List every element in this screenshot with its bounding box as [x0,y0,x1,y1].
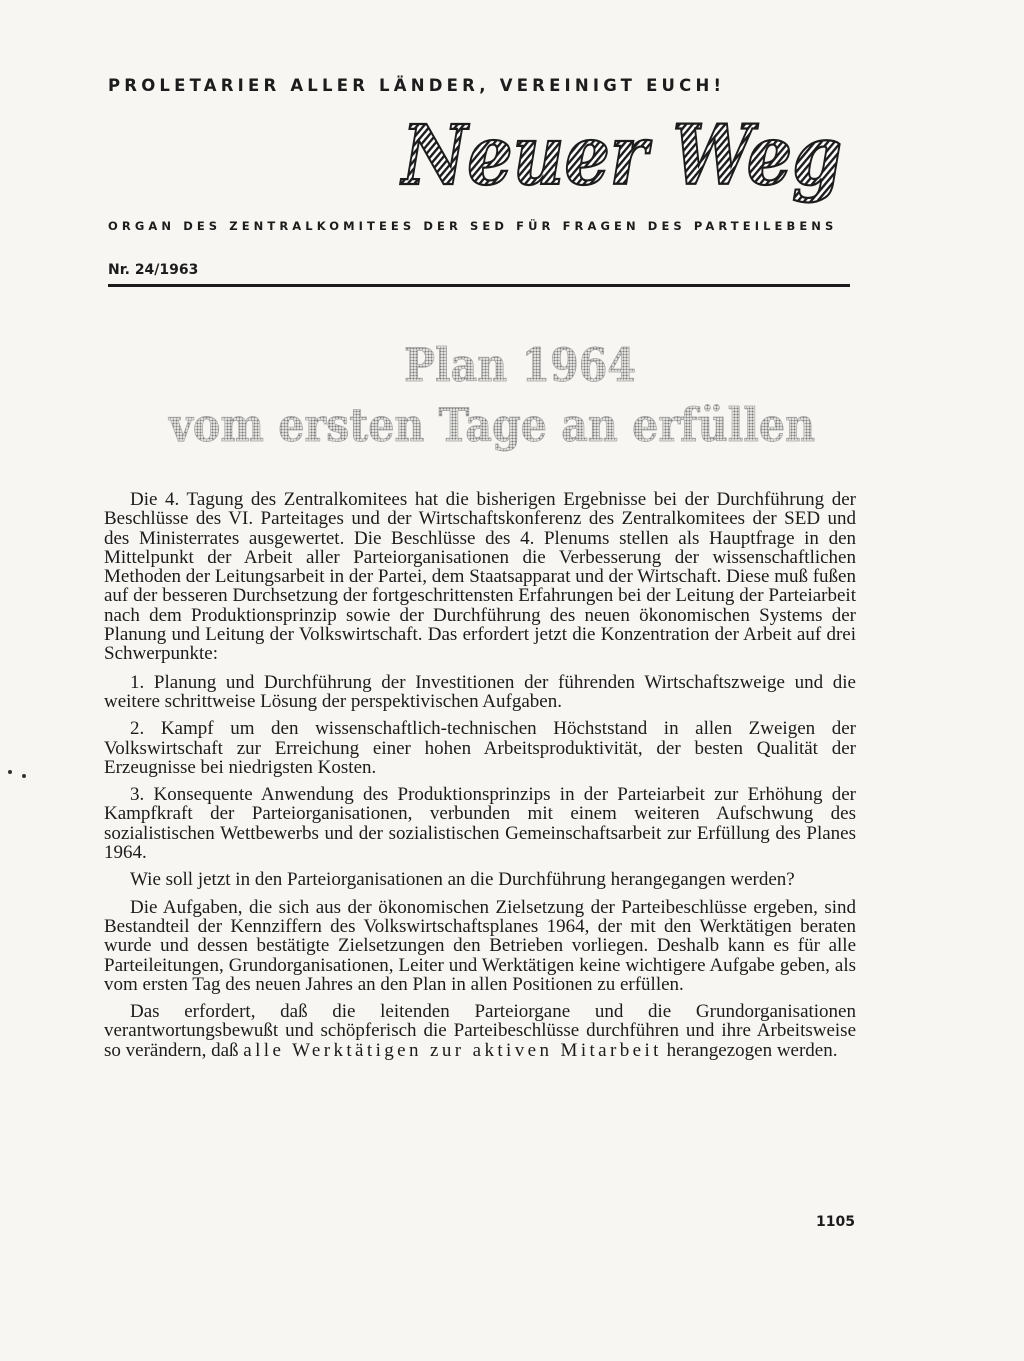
paragraph-intro: Die 4. Tagung des Zentralkomitees hat die bisherigen Ergebnisse bei der Durchführung der Beschlüsse des VI. Parteitages und der Wirtschaftskonferenz des Zentralkomitees der SED und des Ministerrates ausgewertet. Die Beschlüsse des 4. Plenums stellen als Hauptfrage in den Mittelpunkt der Arbeit aller Parteiorganisationen die Verbesserung der wissenschaftlichen Methoden der Leitungsarbeit in der Partei, dem Staatsapparat und der Wirtschaft. Diese muß fußen auf der besseren Durchsetzung der fortgeschrittensten Erfahrungen bei der Leitung der Parteiarbeit nach dem Produktionsprinzip sowie der Durchführung des neuen ökonomischen Systems der Planung und Leitung der Volkswirtschaft. Das erfordert jetzt die Konzentration der Arbeit auf drei Schwerpunkte: [104,489,856,665]
headline-line-2: vom ersten Tage an erfüllen [168,398,815,452]
header-divider [108,284,850,287]
organ-line: ORGAN DES ZENTRALKOMITEES DER SED FÜR FRAGEN DES PARTEILEBENS [108,219,838,233]
paragraph-question: Wie soll jetzt in den Parteiorganisationen an die Durchführung herangegangen werden? [130,869,795,891]
masthead-logo [398,108,848,208]
conclusion-end: herangezogen werden. [666,1039,838,1061]
conclusion-emphasis: alle Werktätigen zur aktiven Mitarbeit [243,1039,662,1061]
headline [100,335,940,455]
masthead-title: Neuer Weg [399,108,842,204]
headline-line-1: Plan 1964 [404,338,636,392]
issue-number: Nr. 24/1963 [108,262,199,278]
page-number: 1105 [816,1214,855,1230]
paragraph-point-2: 2. Kampf um den wissenschaftlich-technischen Höchststand in allen Zweigen der Volkswirtschaft zur Erreichung einer hohen Arbeitsproduktivität, der besten Qualität der Erzeugnisse bei niedrigsten Kosten. [104,718,856,778]
conclusion-start: Das erfordert, daß die leitenden Parteiorgane und die Grundorganisationen verantwortungsbewußt und schöpferisch die Parteibeschlüsse durchführen und ihre Arbeitsweise so verändern, daß [104,1001,856,1061]
paragraph-point-1: 1. Planung und Durchführung der Investitionen der führenden Wirtschaftszweige und die weitere schrittweise Lösung der perspektivischen Aufgaben. [104,671,856,712]
scan-speck [8,770,12,774]
scan-speck [22,774,26,778]
motto: PROLETARIER ALLER LÄNDER, VEREINIGT EUCH! [108,76,726,95]
paragraph-tasks: Die Aufgaben, die sich aus der ökonomischen Zielsetzung der Parteibeschlüsse ergeben, sind Bestandteil der Kennziffern des Volkswirtschaftsplanes 1964, der mit den Werktätigen beraten wurde und dessen bestätigte Zielsetzungen den Betrieben vorliegen. Deshalb kann es für alle Parteileitungen, Grundorganisationen, Leiter und Werktätigen keine wichtigere Aufgabe geben, als vom ersten Tag des neuen Jahres an den Plan in allen Positionen zu erfüllen. [104,896,856,995]
paragraph-conclusion [104,1002,856,1060]
article-body [104,490,856,1068]
paragraph-point-3: 3. Konsequente Anwendung des Produktionsprinzips in der Parteiarbeit zur Erhöhung der Kampfkraft der Parteiorganisationen, verbunden mit einem weiteren Aufschwung des sozialistischen Wettbewerbs und der sozialistischen Gemeinschaftsarbeit zur Erfüllung des Planes 1964. [104,784,856,864]
